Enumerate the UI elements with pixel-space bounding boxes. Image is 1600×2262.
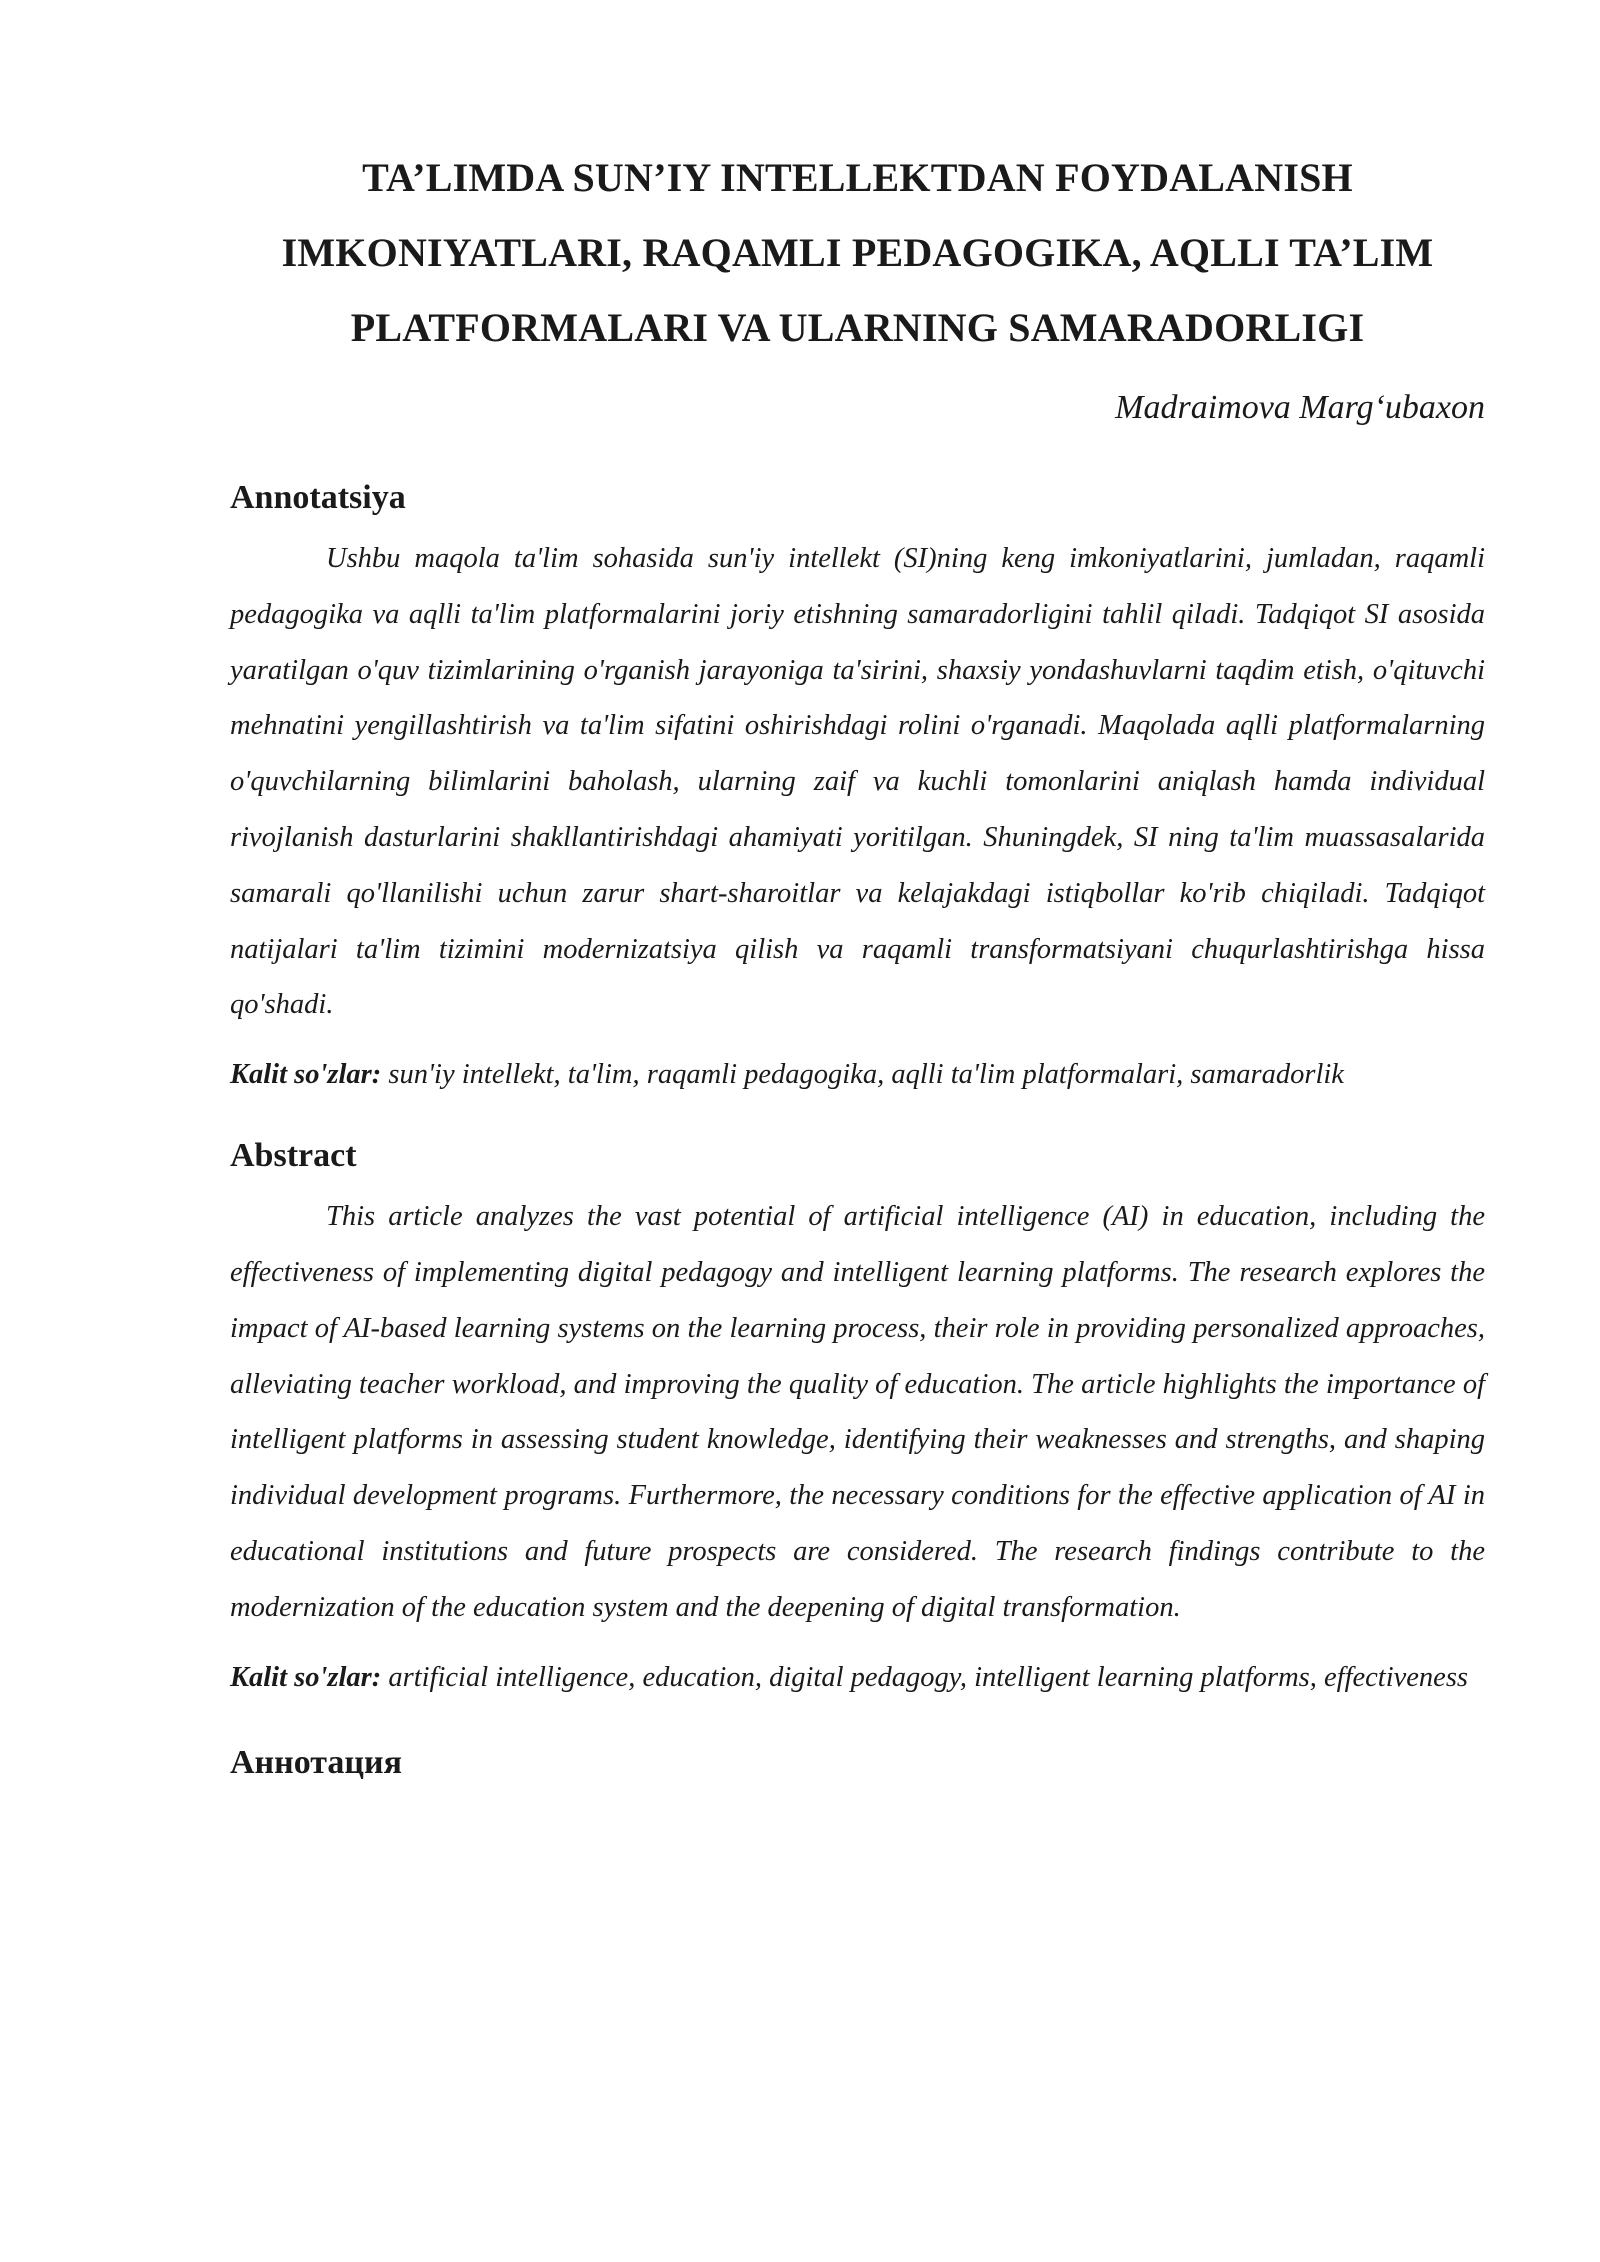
keywords-label: Kalit so'zlar: (230, 1059, 389, 1091)
annotatsiya-heading: Annotatsiya (230, 479, 406, 516)
keywords-list: sun'iy intellekt, ta'lim, raqamli pedagogika, aqlli ta'lim platformalari, samaradorlik (388, 1059, 1344, 1091)
annotatsiya-ru-section (230, 1740, 1485, 1786)
abstract-heading: Abstract (230, 1137, 357, 1175)
abstract-keywords (230, 1650, 1485, 1706)
abstract-text: This article analyzes the vast potential of artificial intelligence (AI) in education, including the effectiveness of implementing digital pedagogy and intelligent learning platforms. The research explores the impact of AI-based learning systems on the learning process, their role in providing personalized approaches, alleviating teacher workload, and improving the quality of education. The article highlights the importance of intelligent platforms in assessing student knowledge, identifying their weaknesses and strengths, and shaping individual development programs. Furthermore, the necessary conditions for the effective application of AI in educational institutions and future prospects are considered. The research findings contribute to the modernization of the education system and the deepening of digital transformation. (230, 1201, 1485, 1623)
abstract-section (230, 1133, 1485, 1705)
paper-title (230, 140, 1485, 365)
title-line-3: PLATFORMALARI VA ULARNING SAMARADORLIGI (350, 305, 1365, 350)
annotatsiya-section (230, 475, 1485, 1103)
annotatsiya-keywords (230, 1047, 1485, 1103)
paper-page (230, 140, 1485, 1786)
keywords-label: Kalit so'zlar: (230, 1661, 389, 1693)
title-line-1: TA’LIMDA SUN’IY INTELLEKTDAN FOYDALANISH (362, 155, 1353, 200)
author-name: Madraimova Marg‘ubaxon (1115, 389, 1485, 426)
annotatsiya-ru-heading: Аннотация (230, 1743, 402, 1781)
keywords-list: artificial intelligence, education, digital pedagogy, intelligent learning platforms, effectiveness (388, 1661, 1469, 1693)
annotatsiya-text: Ushbu maqola ta'lim sohasida sun'iy intellekt (SI)ning keng imkoniyatlarini, jumladan, raqamli pedagogika va aqlli ta'lim platformalarini joriy etishning samaradorligini tahlil qiladi. Tadqiqot SI asosida yaratilgan o'quv tizimlarining o'rganish jarayoniga ta'sirini, shaxsiy yondashuvlarni taqdim etish, o'qituvchi mehnatini yengillashtirish va ta'lim sifatini oshirishdagi rolini o'rganadi. Maqolada aqlli platformalarning o'quvchilarning bilimlarini baholash, ularning zaif va kuchli tomonlarini aniqlash hamda individual rivojlanish dasturlarini shakllantirishdagi ahamiyati yoritilgan. Shuningdek, SI ning ta'lim muassasalarida samarali qo'llanilishi uchun zarur shart-sharoitlar va kelajakdagi istiqbollar ko'rib chiqiladi. Tadqiqot natijalari ta'lim tizimini modernizatsiya qilish va raqamli transformatsiyani chuqurlashtirishga hissa qo'shadi. (230, 543, 1485, 1021)
title-line-2: IMKONIYATLARI, RAQAMLI PEDAGOGIKA, AQLLI TA’LIM (281, 230, 1434, 275)
